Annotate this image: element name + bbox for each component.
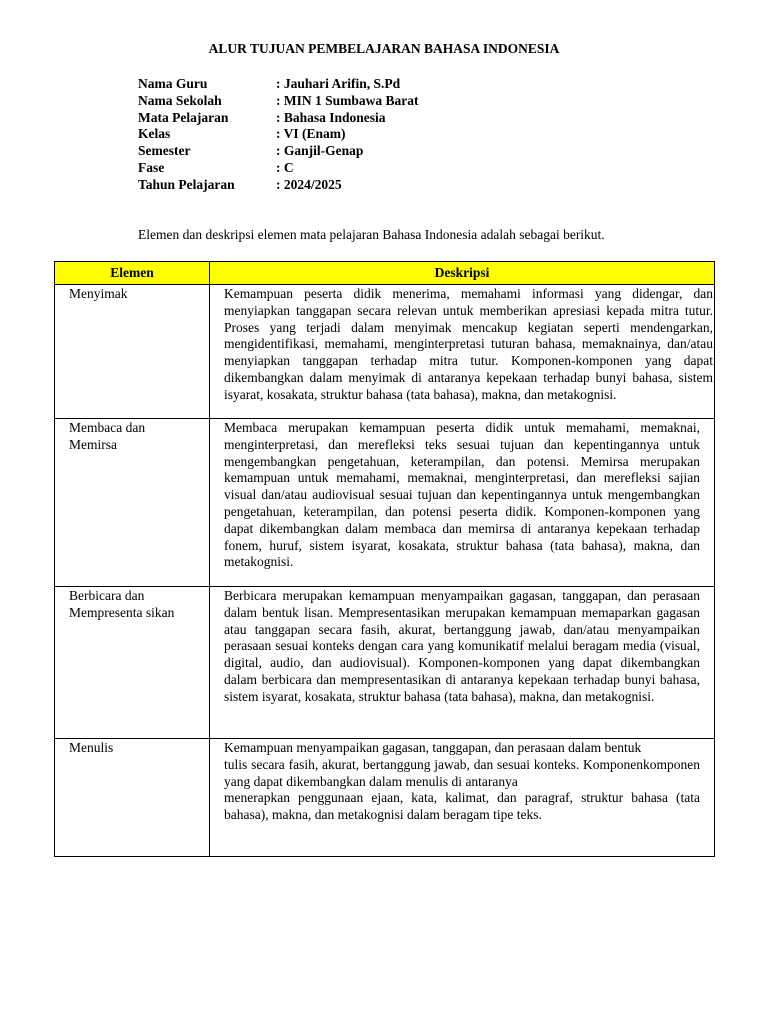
meta-value: : 2024/2025 [276,176,342,192]
meta-row-mapel [138,110,419,127]
meta-label: Nama Guru [138,76,208,91]
meta-row-fase [138,160,419,177]
header-elemen: Elemen [55,262,210,285]
intro-paragraph: Elemen dan deskripsi elemen mata pelajaran Bahasa Indonesia adalah sebagai berikut. [138,227,605,242]
header-deskripsi: Deskripsi [210,262,715,285]
meta-value: : C [276,159,294,175]
meta-label: Nama Sekolah [138,92,222,108]
document-title: ALUR TUJUAN PEMBELAJARAN BAHASA INDONESIA [208,41,560,56]
meta-row-tahun [138,177,419,194]
meta-label: Fase [138,159,165,175]
meta-label: Kelas [138,126,171,142]
meta-label: Semester [138,143,191,159]
meta-value: : Jauhari Arifin, S.Pd [276,76,401,91]
meta-value: : Ganjil-Genap [276,143,364,159]
elemen-cell: Menyimak [55,285,210,419]
deskripsi-line: Kemampuan menyampaikan gagasan, tanggapan, dan perasaan dalam bentuk [224,740,642,755]
table-row [55,739,715,857]
meta-label: Mata Pelajaran [138,109,229,125]
elemen-table [54,261,715,857]
deskripsi-line: tulis secara fasih, akurat, bertanggung jawab, dan sesuai konteks. Komponenkomponen yang dapat dikembangkan dalam menulis di antaranya [224,756,700,789]
table-row [55,587,715,739]
deskripsi-cell: Kemampuan peserta didik menerima, memahami informasi yang didengar, dan menyiapkan tanggapan secara relevan untuk memberikan apresiasi kepada mitra tutur. Proses yang terjadi dalam menyimak mencakup kegiatan seperti mendengarkan, mengidentifikasi, memahami, menginterpretasi tuturan bahasa, memaknainya, dan/atau menyiapkan tanggapan terhadap mitra tutur. Komponen-komponen yang dapat dikembangkan dalam menyimak di antaranya kepekaan terhadap bunyi bahasa, sistem isyarat, kosakata, struktur bahasa (tata bahasa), makna, dan metakognisi. [210,285,715,419]
deskripsi-cell: Berbicara merupakan kemampuan menyampaikan gagasan, tanggapan, dan perasaan dalam bentuk lisan. Mempresentasikan merupakan kemampuan memaparkan gagasan atau tanggapan secara fasih, akurat, bertanggung jawab, dan/atau menyampaikan perasaan sesuai konteks dengan cara yang komunikatif melalui beragam media (visual, digital, audio, dan audiovisual). Komponen-komponen yang dapat dikembangkan dalam berbicara dan mempresentasikan di antaranya kepekaan terhadap bunyi bahasa, sistem isyarat, kosakata, struktur bahasa (tata bahasa), makna, dan metakognisi. [210,587,715,739]
deskripsi-cell [210,739,715,857]
elemen-cell: Membaca dan Memirsa [55,419,210,587]
meta-value: : Bahasa Indonesia [276,109,386,125]
deskripsi-line: menerapkan penggunaan ejaan, kata, kalimat, dan paragraf, struktur bahasa (tata bahasa), makna, dan metakognisi dalam beragam tipe teks. [224,790,700,823]
meta-row-kelas [138,126,419,143]
elemen-cell: Menulis [55,739,210,857]
elemen-cell: Berbicara dan Mempresenta sikan [55,587,210,739]
meta-value: : MIN 1 Sumbawa Barat [276,92,419,108]
meta-row-sekolah [138,93,419,110]
meta-label: Tahun Pelajaran [138,176,235,192]
table-header-row [55,262,715,285]
meta-row-guru [138,76,419,93]
teacher-info [138,76,419,194]
table-row [55,285,715,419]
deskripsi-cell: Membaca merupakan kemampuan peserta didik untuk memahami, memaknai, menginterpretasi, dan merefleksi teks sesuai tujuan dan kepentingannya untuk mengembangkan pengetahuan, keterampilan, dan potensi. Memirsa merupakan kemampuan untuk memahami, memaknai, menginterpretasi, dan merefleksi sajian visual dan/atau audiovisual sesuai tujuan dan kepentingannya untuk mengembangkan pengetahuan, keterampilan, dan potensi peserta didik. Komponen-komponen yang dapat dikembangkan dalam membaca dan memirsa di antaranya kepekaan terhadap fonem, huruf, sistem isyarat, kosakata, struktur bahasa (tata bahasa), makna, dan metakognisi. [210,419,715,587]
meta-value: : VI (Enam) [276,126,346,142]
table-row [55,419,715,587]
meta-row-semester [138,143,419,160]
